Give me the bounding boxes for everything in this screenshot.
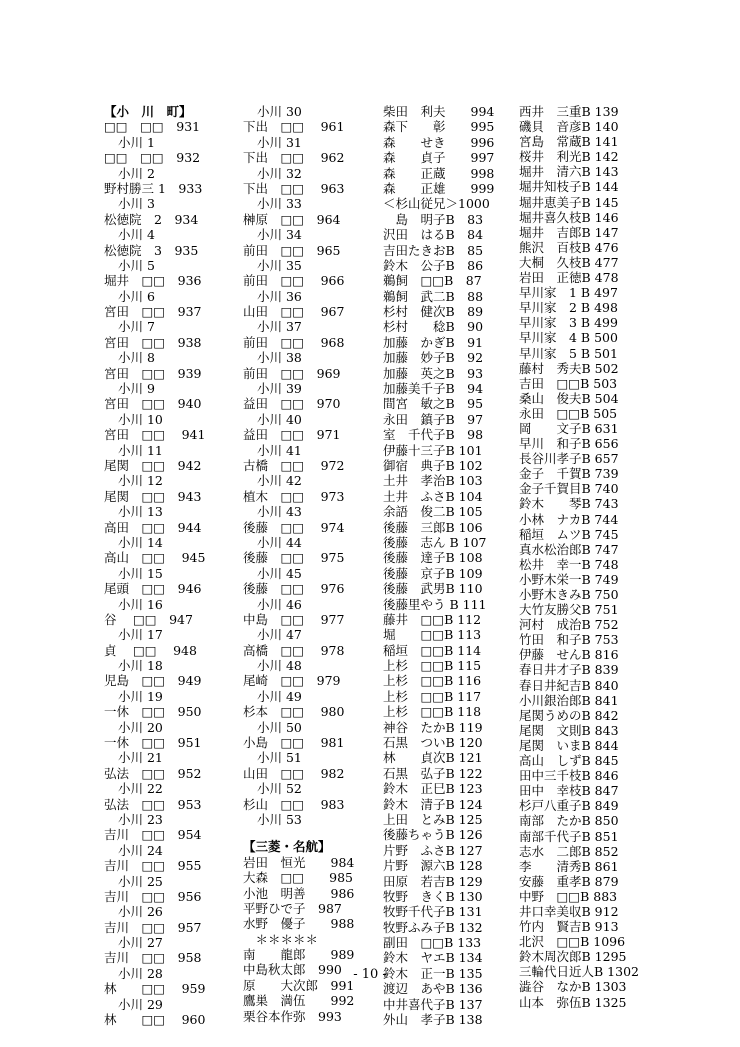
list-entry: 後藤ちゃうB 126 bbox=[383, 827, 483, 843]
list-entry: 澁谷 なかB 1303 bbox=[519, 979, 627, 995]
column-2 bbox=[243, 104, 383, 1024]
list-entry: 安藤 重孝B 879 bbox=[519, 873, 619, 889]
sub-entry: 小川 2 bbox=[118, 165, 155, 181]
list-entry: 尾関うめのB 842 bbox=[519, 707, 619, 723]
list-entry: 林 □□ 959 bbox=[104, 981, 206, 997]
list-entry: 中島秋太郎 990 bbox=[243, 962, 342, 978]
sub-entry: 小川 7 bbox=[118, 319, 155, 335]
list-entry: 牧野千代子B 131 bbox=[383, 904, 483, 920]
sub-entry: 小川 19 bbox=[118, 688, 163, 704]
list-entry: 林 □□ 960 bbox=[104, 1012, 206, 1028]
list-entry: 牧野 きくB 130 bbox=[383, 888, 483, 904]
list-entry: 志水 二郎B 852 bbox=[519, 843, 619, 859]
list-entry: 後藤 武男B 110 bbox=[383, 581, 483, 597]
list-entry: 鈴木周次郎B 1295 bbox=[519, 949, 627, 965]
list-entry: 堀井恵美子B 145 bbox=[519, 194, 619, 210]
list-entry: 小川銀治郎B 841 bbox=[519, 692, 619, 708]
list-entry: 牧野ふみ子B 132 bbox=[383, 919, 483, 935]
sub-entry: 小川 10 bbox=[118, 411, 163, 427]
sub-entry: 小川 9 bbox=[118, 381, 155, 397]
list-entry: 南部千代子B 851 bbox=[519, 828, 619, 844]
list-entry: 春日井紀吉B 840 bbox=[519, 677, 619, 693]
sub-entry: 小川 38 bbox=[257, 350, 302, 366]
list-entry: 榊原 □□ 964 bbox=[243, 211, 341, 227]
list-entry: 南部 たかB 850 bbox=[519, 813, 619, 829]
list-entry: 後藤 志ん B 107 bbox=[383, 534, 487, 550]
list-entry: 森 正蔵 998 bbox=[383, 165, 495, 181]
list-entry: 上杉 □□B 116 bbox=[383, 673, 482, 689]
sub-entry: 小川 49 bbox=[257, 688, 302, 704]
sub-entry: 小川 47 bbox=[257, 627, 302, 643]
list-entry: 宮島 常蔵B 141 bbox=[519, 134, 619, 150]
list-entry: 鷹巣 満伍 992 bbox=[243, 993, 355, 1009]
list-entry: 田原 若吉B 129 bbox=[383, 873, 483, 889]
list-entry: 加藤美千子B 94 bbox=[383, 381, 484, 397]
list-entry: 益田 □□ 970 bbox=[243, 396, 341, 412]
list-entry: 桜井 利光B 142 bbox=[519, 149, 619, 165]
sub-entry: 小川 53 bbox=[257, 811, 302, 827]
list-entry: 前田 □□ 968 bbox=[243, 334, 345, 350]
list-entry: 鈴木 清子B 124 bbox=[383, 796, 483, 812]
list-entry: 山田 □□ 967 bbox=[243, 304, 345, 320]
list-entry: 岡 文子B 631 bbox=[519, 420, 619, 436]
sub-entry: 小川 25 bbox=[118, 873, 163, 889]
column-3 bbox=[383, 104, 508, 1027]
list-entry: 永田 □□B 505 bbox=[519, 405, 618, 421]
list-entry: 早川家 3 B 499 bbox=[519, 315, 618, 331]
list-entry: 山田 □□ 982 bbox=[243, 765, 345, 781]
list-entry: 副田 □□B 133 bbox=[383, 935, 482, 951]
list-entry: 石黒 ついB 120 bbox=[383, 735, 483, 751]
sub-entry: 小川 6 bbox=[118, 288, 155, 304]
list-entry: 高田 □□ 944 bbox=[104, 519, 202, 535]
list-entry: 鈴木 琴B 743 bbox=[519, 496, 619, 512]
sub-entry: 小川 40 bbox=[257, 411, 302, 427]
sub-entry: 小川 51 bbox=[257, 750, 302, 766]
list-entry: 北沢 □□B 1096 bbox=[519, 934, 626, 950]
sub-entry: 小川 28 bbox=[118, 965, 163, 981]
list-entry: 前田 □□ 965 bbox=[243, 242, 341, 258]
list-entry: 田中三千枝B 846 bbox=[519, 768, 619, 784]
list-entry: 水野 優子 988 bbox=[243, 916, 355, 932]
list-entry: 吉田 □□B 503 bbox=[519, 375, 618, 391]
list-entry: 尾関 □□ 943 bbox=[104, 488, 202, 504]
sub-entry: 小川 39 bbox=[257, 381, 302, 397]
list-entry: 鈴木 正一B 135 bbox=[383, 965, 483, 981]
list-entry: 外山 孝子B 138 bbox=[383, 1012, 483, 1028]
list-entry: 野村勝三 1 933 bbox=[104, 180, 203, 196]
sub-entry: 小川 29 bbox=[118, 996, 163, 1012]
list-entry: 森 正雄 999 bbox=[383, 180, 495, 196]
list-entry: 藤村 秀夫B 502 bbox=[519, 360, 619, 376]
list-entry: 宮田 □□ 939 bbox=[104, 365, 202, 381]
list-entry: 吉田たきおB 85 bbox=[383, 242, 484, 258]
list-entry: 岩田 恒光 984 bbox=[243, 854, 355, 870]
list-entry: 尾頭 □□ 946 bbox=[104, 581, 202, 597]
list-entry: 御宿 典子B 102 bbox=[383, 457, 483, 473]
list-entry: 稲垣 ムツB 745 bbox=[519, 526, 619, 542]
list-entry: 上田 とみB 125 bbox=[383, 811, 483, 827]
list-entry: 平野ひで子 987 bbox=[243, 900, 342, 916]
sub-entry: 小川 24 bbox=[118, 842, 163, 858]
list-entry: 鈴木 ヤエB 134 bbox=[383, 950, 483, 966]
sub-entry: 小川 35 bbox=[257, 257, 302, 273]
list-entry: 磯貝 音彦B 140 bbox=[519, 119, 619, 135]
list-entry: 植木 □□ 973 bbox=[243, 488, 345, 504]
list-entry: 間宮 敏之B 95 bbox=[383, 396, 484, 412]
sub-entry: 小川 18 bbox=[118, 658, 163, 674]
list-entry: 早川家 1 B 497 bbox=[519, 285, 618, 301]
list-entry: 三輪代日近人B 1302 bbox=[519, 964, 639, 980]
list-entry: 後藤里やう B 111 bbox=[383, 596, 487, 612]
list-entry: 谷 □□ 947 bbox=[104, 611, 193, 627]
sub-entry: 小川 41 bbox=[257, 442, 302, 458]
sub-entry: 小川 15 bbox=[118, 565, 163, 581]
column-1 bbox=[104, 104, 229, 1027]
list-entry: 尾崎 □□ 979 bbox=[243, 673, 341, 689]
sub-entry: 小川 30 bbox=[257, 104, 302, 119]
page-number: - 10 - bbox=[353, 967, 387, 982]
list-entry: 堀井 吉郎B 147 bbox=[519, 224, 619, 240]
list-entry: 土井 孝治B 103 bbox=[383, 473, 483, 489]
list-entry: 後藤 □□ 974 bbox=[243, 519, 345, 535]
sub-entry: 小川 21 bbox=[118, 750, 163, 766]
sub-entry: 小川 27 bbox=[118, 935, 163, 951]
list-entry: 吉川 □□ 954 bbox=[104, 827, 202, 843]
list-entry: 加藤 かぎB 91 bbox=[383, 334, 484, 350]
list-entry: 小島 □□ 981 bbox=[243, 735, 345, 751]
list-entry: 弘法 □□ 952 bbox=[104, 765, 202, 781]
list-entry: 大竹友勝父B 751 bbox=[519, 602, 619, 618]
list-entry: 高山 □□ 945 bbox=[104, 550, 206, 566]
list-entry: 弘法 □□ 953 bbox=[104, 796, 202, 812]
list-entry: 早川家 5 B 501 bbox=[519, 345, 618, 361]
list-entry: 神谷 たかB 119 bbox=[383, 719, 483, 735]
list-entry: 小池 明善 986 bbox=[243, 885, 355, 901]
list-entry: 宮田 □□ 937 bbox=[104, 304, 202, 320]
list-entry: 中島 □□ 977 bbox=[243, 611, 345, 627]
list-entry: 長谷川孝子B 657 bbox=[519, 451, 619, 467]
sub-entry: 小川 37 bbox=[257, 319, 302, 335]
list-entry: □□ □□ 931 bbox=[104, 119, 201, 135]
sub-entry: 小川 20 bbox=[118, 719, 163, 735]
list-entry: 鈴木 正巳B 123 bbox=[383, 781, 483, 797]
list-entry: 前田 □□ 969 bbox=[243, 365, 341, 381]
sub-entry: 小川 34 bbox=[257, 227, 302, 243]
list-entry: 永田 鎮子B 97 bbox=[383, 411, 484, 427]
list-entry: 山本 弥伍B 1325 bbox=[519, 994, 627, 1010]
list-entry: 上杉 □□B 117 bbox=[383, 688, 482, 704]
list-entry: 竹田 和子B 753 bbox=[519, 632, 619, 648]
list-entry: 宮田 □□ 940 bbox=[104, 396, 202, 412]
list-entry: 井口幸美収B 912 bbox=[519, 903, 619, 919]
list-entry: 加藤 妙子B 92 bbox=[383, 350, 484, 366]
sub-entry: 小川 12 bbox=[118, 473, 163, 489]
list-entry: 杉戸八重子B 849 bbox=[519, 798, 619, 814]
list-entry: 後藤 達子B 108 bbox=[383, 550, 483, 566]
list-entry: 岩田 正徳B 478 bbox=[519, 270, 619, 286]
list-entry: 前田 □□ 966 bbox=[243, 273, 345, 289]
sub-entry: 小川 8 bbox=[118, 350, 155, 366]
sub-entry: 小川 32 bbox=[257, 165, 302, 181]
list-entry: 伊藤 せんB 816 bbox=[519, 647, 619, 663]
list-entry: 河村 成治B 752 bbox=[519, 617, 619, 633]
sub-entry: 小川 33 bbox=[257, 196, 302, 212]
list-entry: 小林 ナカB 744 bbox=[519, 511, 619, 527]
sub-entry: 小川 17 bbox=[118, 627, 163, 643]
list-entry: 伊藤十三子B 101 bbox=[383, 442, 483, 458]
sub-entry: 小川 4 bbox=[118, 227, 155, 243]
sub-entry: 小川 52 bbox=[257, 781, 302, 797]
list-entry: 大桐 久枝B 477 bbox=[519, 254, 619, 270]
list-entry: 下出 □□ 963 bbox=[243, 180, 345, 196]
list-entry: 熊沢 百枝B 476 bbox=[519, 239, 619, 255]
list-entry: 杉本 □□ 980 bbox=[243, 704, 345, 720]
list-entry: 堀 □□B 113 bbox=[383, 627, 482, 643]
list-entry: 稲垣 □□B 114 bbox=[383, 642, 482, 658]
list-entry: 尾関 文則B 843 bbox=[519, 722, 619, 738]
list-entry: 春日井才子B 839 bbox=[519, 662, 619, 678]
sub-entry: 小川 42 bbox=[257, 473, 302, 489]
list-entry: 小野木栄一B 749 bbox=[519, 571, 619, 587]
list-entry: 田中 幸枝B 847 bbox=[519, 783, 619, 799]
list-entry: 上杉 □□B 118 bbox=[383, 704, 482, 720]
list-entry: 下出 □□ 962 bbox=[243, 150, 345, 166]
list-entry: 高橋 □□ 978 bbox=[243, 642, 345, 658]
list-entry: 室 千代子B 98 bbox=[383, 427, 484, 443]
list-entry: □□ □□ 932 bbox=[104, 150, 201, 166]
sub-entry: 小川 45 bbox=[257, 565, 302, 581]
list-entry: 後藤 京子B 109 bbox=[383, 565, 483, 581]
list-entry: 片野 源六B 128 bbox=[383, 858, 483, 874]
list-entry: 島 明子B 83 bbox=[383, 211, 484, 227]
list-entry: 石黒 弘子B 122 bbox=[383, 765, 483, 781]
list-entry: 鵜飼 武二B 88 bbox=[383, 288, 484, 304]
list-entry: ＜杉山従兄＞1000 bbox=[383, 196, 490, 212]
list-entry: 松井 幸一B 748 bbox=[519, 556, 619, 572]
list-entry: 堀井 清六B 143 bbox=[519, 164, 619, 180]
sub-entry: 小川 22 bbox=[118, 781, 163, 797]
sub-entry: 小川 44 bbox=[257, 534, 302, 550]
sub-entry: 小川 14 bbox=[118, 534, 163, 550]
list-entry: 堀井喜久枝B 146 bbox=[519, 209, 619, 225]
sub-entry: 小川 3 bbox=[118, 196, 155, 212]
list-entry: 原 大次郎 991 bbox=[243, 977, 355, 993]
list-entry: 林 貞次B 121 bbox=[383, 750, 483, 766]
list-entry: 吉川 □□ 958 bbox=[104, 950, 202, 966]
list-entry: 栗谷本作弥 993 bbox=[243, 1008, 342, 1024]
list-entry: 沢田 はるB 84 bbox=[383, 227, 484, 243]
sub-entry: 小川 5 bbox=[118, 257, 155, 273]
sub-entry: 小川 13 bbox=[118, 504, 163, 520]
list-entry: 小野木きみB 750 bbox=[519, 587, 619, 602]
list-entry: 森 せき 996 bbox=[383, 134, 495, 150]
list-entry: ＊＊＊＊＊ bbox=[243, 931, 319, 947]
section-heading: 【三菱・名航】 bbox=[243, 839, 331, 855]
list-entry: 一休 □□ 950 bbox=[104, 704, 202, 720]
list-entry: 鵜飼 □□B 87 bbox=[383, 273, 482, 289]
list-entry: 森下 彰 995 bbox=[383, 119, 495, 135]
list-entry: 一休 □□ 951 bbox=[104, 735, 202, 751]
list-entry: 益田 □□ 971 bbox=[243, 427, 341, 443]
list-entry: 杉村 健次B 89 bbox=[383, 304, 484, 320]
list-entry: 松徳院 2 934 bbox=[104, 211, 199, 227]
list-entry: 森 貞子 997 bbox=[383, 150, 495, 166]
list-entry: 藤井 □□B 112 bbox=[383, 611, 482, 627]
list-entry: 宮田 □□ 938 bbox=[104, 334, 202, 350]
list-entry: 吉川 □□ 956 bbox=[104, 888, 202, 904]
list-entry: 尾関 □□ 942 bbox=[104, 457, 202, 473]
list-entry: 後藤 □□ 976 bbox=[243, 581, 345, 597]
sub-entry: 小川 23 bbox=[118, 811, 163, 827]
list-entry: 吉川 □□ 955 bbox=[104, 858, 202, 874]
list-entry: 金子 千賀B 739 bbox=[519, 466, 619, 482]
sub-entry: 小川 11 bbox=[118, 442, 163, 458]
list-entry: 高山 しずB 845 bbox=[519, 753, 619, 769]
list-entry: 鈴木 公子B 86 bbox=[383, 257, 484, 273]
sub-entry: 小川 16 bbox=[118, 596, 163, 612]
list-entry: 南 龍郎 989 bbox=[243, 947, 355, 963]
list-entry: 柴田 利夫 994 bbox=[383, 104, 495, 119]
list-entry: 李 清秀B 861 bbox=[519, 858, 619, 874]
list-entry: 西井 三重B 139 bbox=[519, 104, 619, 119]
list-entry: 宮田 □□ 941 bbox=[104, 427, 206, 443]
list-entry: 吉川 □□ 957 bbox=[104, 919, 202, 935]
list-entry: 松徳院 3 935 bbox=[104, 242, 199, 258]
sub-entry: 小川 36 bbox=[257, 288, 302, 304]
spacer bbox=[243, 827, 383, 839]
list-entry: 金子千賀目B 740 bbox=[519, 481, 619, 497]
list-entry: 片野 ふさB 127 bbox=[383, 842, 483, 858]
sub-entry: 小川 50 bbox=[257, 719, 302, 735]
list-entry: 渡辺 あやB 136 bbox=[383, 981, 483, 997]
column-4 bbox=[519, 104, 639, 1010]
list-entry: 余語 俊二B 105 bbox=[383, 504, 483, 520]
list-entry: 下出 □□ 961 bbox=[243, 119, 345, 135]
list-entry: 竹内 賢吉B 913 bbox=[519, 919, 619, 935]
list-entry: 大森 □□ 985 bbox=[243, 870, 353, 886]
list-entry: 中井喜代子B 137 bbox=[383, 996, 483, 1012]
list-entry: 真水松治郎B 747 bbox=[519, 541, 619, 557]
list-entry: 堀井 □□ 936 bbox=[104, 273, 202, 289]
sub-entry: 小川 46 bbox=[257, 596, 302, 612]
list-entry: 尾関 いまB 844 bbox=[519, 737, 619, 753]
list-entry: 堀井知枝子B 144 bbox=[519, 179, 619, 195]
list-entry: 上杉 □□B 115 bbox=[383, 658, 482, 674]
list-entry: 早川家 2 B 498 bbox=[519, 300, 618, 316]
list-entry: 杉山 □□ 983 bbox=[243, 796, 345, 812]
list-entry: 早川家 4 B 500 bbox=[519, 330, 618, 346]
list-entry: 後藤 □□ 975 bbox=[243, 550, 345, 566]
list-entry: 桑山 俊夫B 504 bbox=[519, 390, 619, 406]
list-entry: 貞 □□ 948 bbox=[104, 642, 197, 658]
list-entry: 土井 ふさB 104 bbox=[383, 488, 483, 504]
sub-entry: 小川 48 bbox=[257, 658, 302, 674]
section-heading: 【小 川 町】 bbox=[104, 104, 192, 119]
list-entry: 後藤 三郎B 106 bbox=[383, 519, 483, 535]
sub-entry: 小川 43 bbox=[257, 504, 302, 520]
list-entry: 児島 □□ 949 bbox=[104, 673, 202, 689]
list-entry: 古橋 □□ 972 bbox=[243, 457, 345, 473]
list-entry: 杉村 稔B 90 bbox=[383, 319, 484, 335]
sub-entry: 小川 1 bbox=[118, 134, 155, 150]
list-entry: 中野 □□B 883 bbox=[519, 888, 618, 904]
sub-entry: 小川 26 bbox=[118, 904, 163, 920]
sub-entry: 小川 31 bbox=[257, 134, 302, 150]
list-entry: 加藤 英之B 93 bbox=[383, 365, 484, 381]
list-entry: 早川 和子B 656 bbox=[519, 436, 619, 452]
